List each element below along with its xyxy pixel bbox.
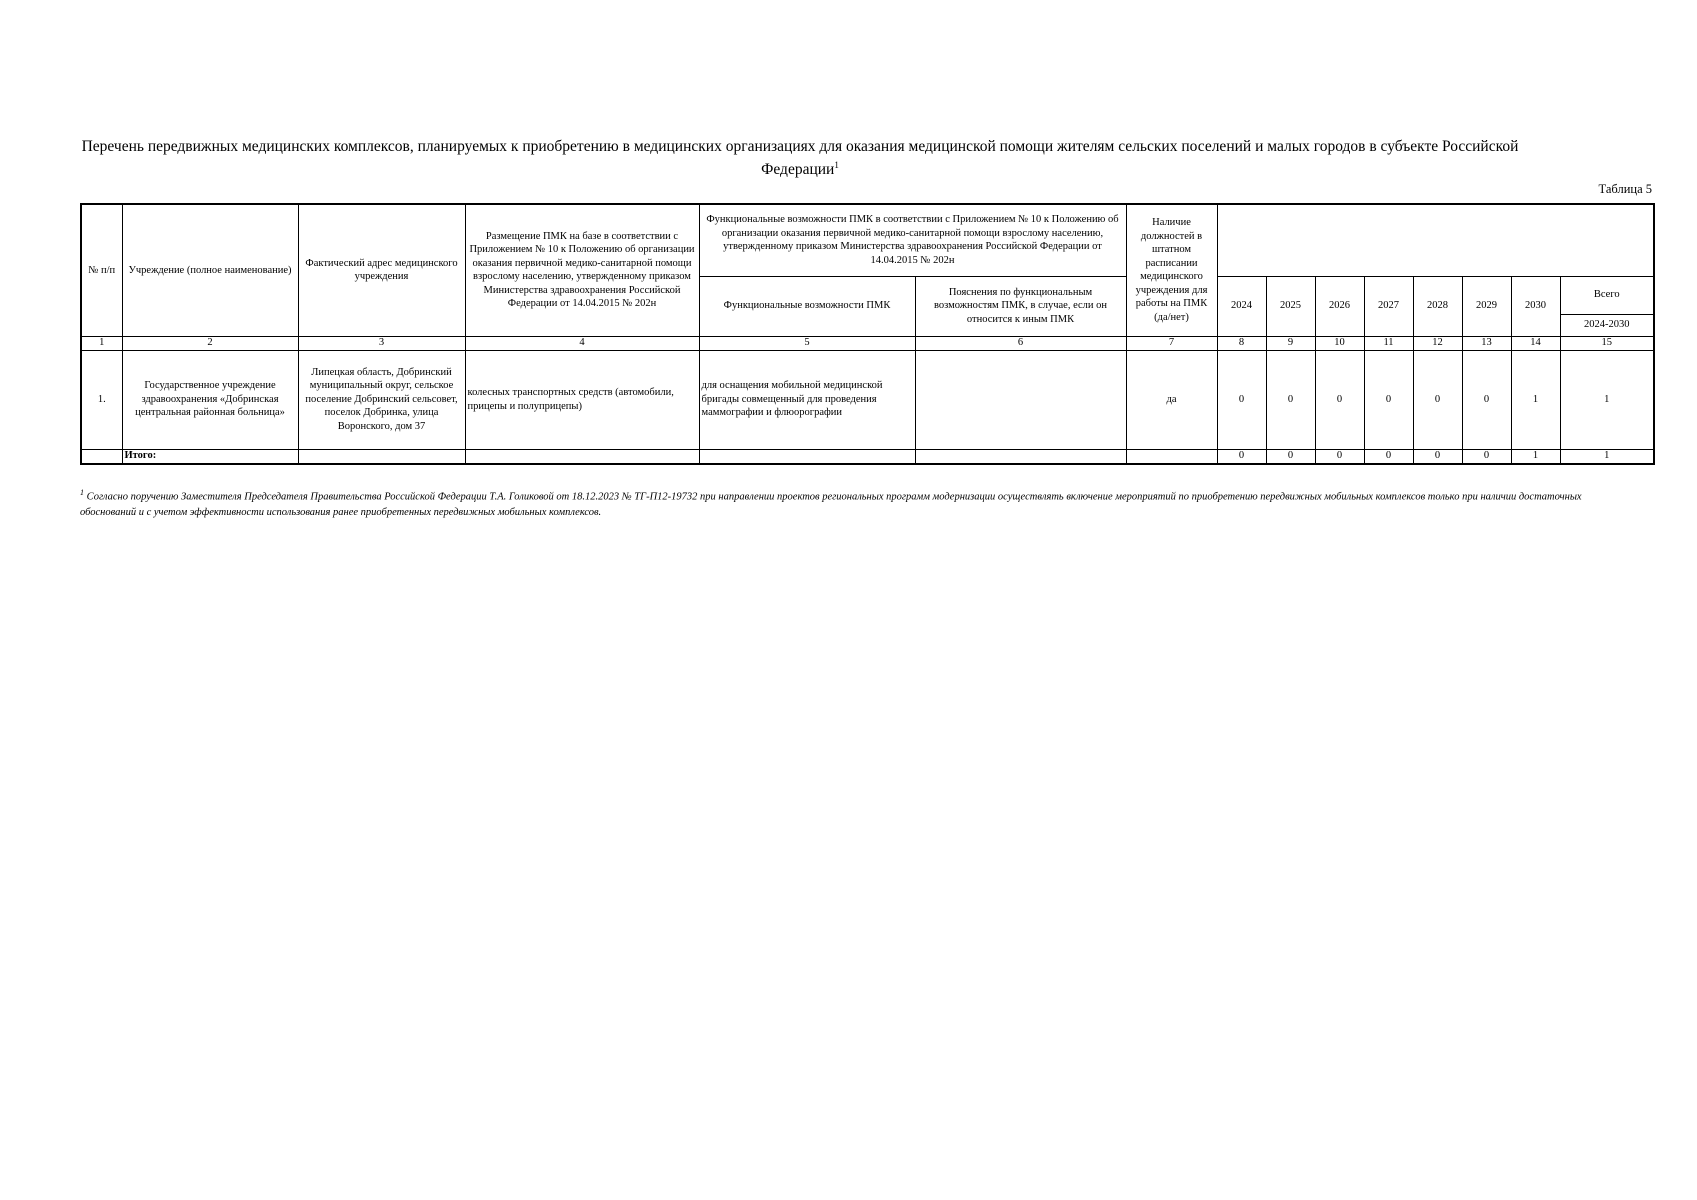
row-num: 1.: [81, 350, 122, 449]
column-number: 9: [1266, 336, 1315, 350]
header-num: № п/п: [81, 204, 122, 336]
row-year-2027: 0: [1364, 350, 1413, 449]
column-number: 4: [465, 336, 699, 350]
total-year-2025: 0: [1266, 449, 1315, 464]
total-year-2024: 0: [1217, 449, 1266, 464]
header-year-2026: 2026: [1315, 276, 1364, 336]
table-number-label: Таблица 5: [1598, 182, 1652, 196]
header-year-2028: 2028: [1413, 276, 1462, 336]
total-sum: 1: [1560, 449, 1654, 464]
column-number: 10: [1315, 336, 1364, 350]
total-empty-cell: [81, 449, 122, 464]
mobile-complex-table: [80, 203, 1655, 465]
row-institution: Государственное учреждение здравоохранения «Добринская центральная районная больница»: [122, 350, 298, 449]
column-number: 15: [1560, 336, 1654, 350]
header-year-2027: 2027: [1364, 276, 1413, 336]
total-empty-cell: [699, 449, 915, 464]
header-functional-group: Функциональные возможности ПМК в соответствии с Приложением № 10 к Положению об организации оказания первичной медико-санитарной помощи взрослому населению, утвержденному приказом Министерства здравоохранения Российской Федерации от 14.04.2015 № 202н: [699, 204, 1126, 276]
column-number: 7: [1126, 336, 1217, 350]
column-number: 14: [1511, 336, 1560, 350]
column-number: 13: [1462, 336, 1511, 350]
table-row: [81, 350, 1654, 449]
column-number: 1: [81, 336, 122, 350]
row-total: 1: [1560, 350, 1654, 449]
header-positions: Наличие должностей в штатном расписании медицинского учреждения для работы на ПМК (да/нет): [1126, 204, 1217, 336]
total-year-2028: 0: [1413, 449, 1462, 464]
title-text: Перечень передвижных медицинских комплексов, планируемых к приобретению в медицинских организациях для оказания медицинской помощи жителям сельских поселений и малых городов в субъекте Российской Федерации: [81, 138, 1519, 178]
row-year-2030: 1: [1511, 350, 1560, 449]
footnote-text: Согласно поручению Заместителя Председателя Правительства Российской Федерации Т.А. Голиковой от 18.12.2023 № ТГ-П12-19732 при направлении проектов региональных программ модернизации осуществлять включение мероприятий по приобретению передвижных мобильных комплексов только при наличии достаточных обоснований и с учетом эффективности использования ранее приобретенных передвижных мобильных комплексов.: [80, 491, 1582, 518]
column-number: 2: [122, 336, 298, 350]
total-empty-cell: [465, 449, 699, 464]
row-functional-notes: [915, 350, 1126, 449]
total-row: [81, 449, 1654, 464]
header-year-2030: 2030: [1511, 276, 1560, 336]
row-placement: колесных транспортных средств (автомобили, прицепы и полуприцепы): [465, 350, 699, 449]
row-positions: да: [1126, 350, 1217, 449]
total-year-2029: 0: [1462, 449, 1511, 464]
row-functional: для оснащения мобильной медицинской бригады совмещенный для проведения маммографии и флюорографии: [699, 350, 915, 449]
footnote: [80, 485, 1640, 520]
title-footnote-mark: 1: [834, 159, 839, 170]
total-label: Итого:: [122, 449, 298, 464]
header-functional: Функциональные возможности ПМК: [699, 276, 915, 336]
column-number: 6: [915, 336, 1126, 350]
header-total-range: 2024-2030: [1560, 314, 1654, 336]
column-number: 5: [699, 336, 915, 350]
total-empty-cell: [298, 449, 465, 464]
column-number-row: [81, 336, 1654, 350]
column-number: 12: [1413, 336, 1462, 350]
row-year-2026: 0: [1315, 350, 1364, 449]
header-year-2029: 2029: [1462, 276, 1511, 336]
document-title: [80, 135, 1520, 181]
row-year-2028: 0: [1413, 350, 1462, 449]
row-year-2024: 0: [1217, 350, 1266, 449]
row-address: Липецкая область, Добринский муниципальный округ, сельское поселение Добринский сельсовет, поселок Добринка, улица Воронского, дом 37: [298, 350, 465, 449]
column-number: 11: [1364, 336, 1413, 350]
header-institution: Учреждение (полное наименование): [122, 204, 298, 336]
column-number: 3: [298, 336, 465, 350]
total-year-2027: 0: [1364, 449, 1413, 464]
footnote-mark: 1: [80, 488, 84, 497]
column-number: 8: [1217, 336, 1266, 350]
row-year-2025: 0: [1266, 350, 1315, 449]
header-placement: Размещение ПМК на базе в соответствии с Приложением № 10 к Положению об организации оказания первичной медико-санитарной помощи взрослому населению, утвержденному приказом Министерства здравоохранения Российской Федерации от 14.04.2015 № 202н: [465, 204, 699, 336]
header-total: Всего: [1560, 276, 1654, 314]
header-years-group: [1217, 204, 1654, 276]
header-functional-notes: Пояснения по функциональным возможностям ПМК, в случае, если он относится к иным ПМК: [915, 276, 1126, 336]
total-empty-cell: [915, 449, 1126, 464]
total-year-2030: 1: [1511, 449, 1560, 464]
header-address: Фактический адрес медицинского учреждения: [298, 204, 465, 336]
header-year-2024: 2024: [1217, 276, 1266, 336]
total-empty-cell: [1126, 449, 1217, 464]
row-year-2029: 0: [1462, 350, 1511, 449]
header-year-2025: 2025: [1266, 276, 1315, 336]
total-year-2026: 0: [1315, 449, 1364, 464]
